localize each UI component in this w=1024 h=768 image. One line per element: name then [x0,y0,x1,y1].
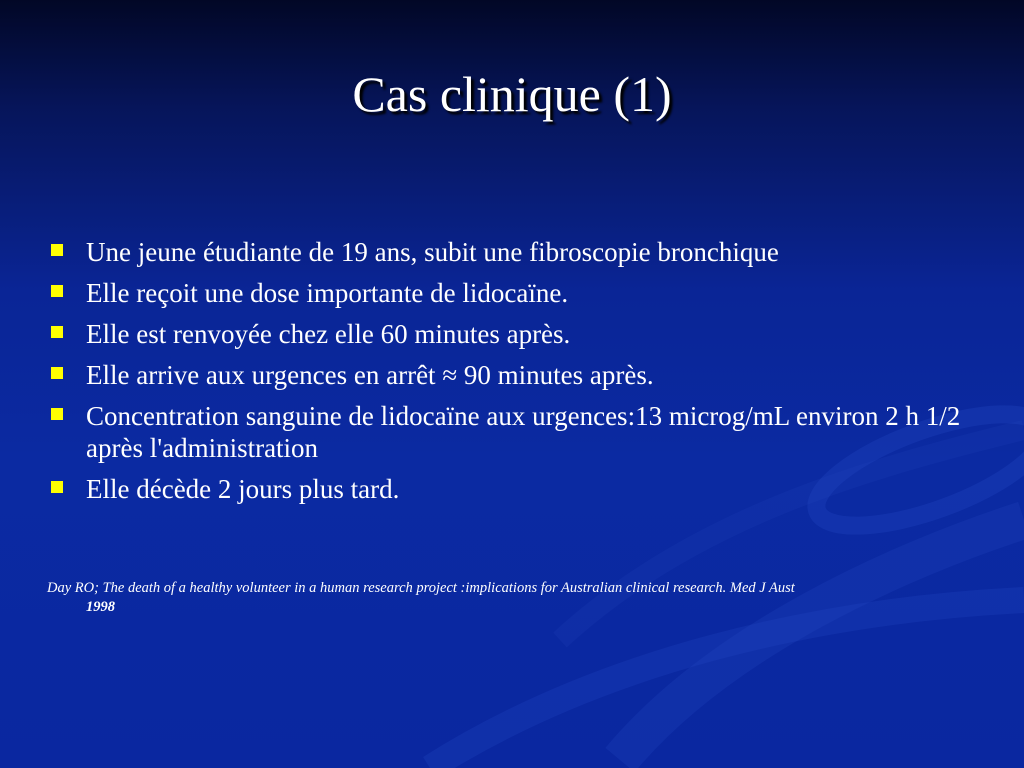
yellow-square-icon [51,408,63,420]
yellow-square-icon [51,285,63,297]
bullet-text: Elle reçoit une dose importante de lidocaïne. [86,278,569,308]
bullet-text: Elle arrive aux urgences en arrêt ≈ 90 minutes après. [86,360,654,390]
bullet-text: Elle décède 2 jours plus tard. [86,474,400,504]
bullet-text: Une jeune étudiante de 19 ans, subit une fibroscopie bronchique [86,237,779,267]
reference-text: Day RO; The death of a healthy volunteer in a human research project :implications for Australian clinical research. Med J Aust [47,580,795,596]
bullet-item [48,359,978,391]
bullet-text: Concentration sanguine de lidocaïne aux urgences:13 microg/mL environ 2 h 1/2 après l'administration [86,401,961,463]
yellow-square-icon [51,481,63,493]
reference-citation [47,579,947,617]
yellow-square-icon [51,367,63,379]
yellow-square-icon [51,244,63,256]
bullet-item [48,318,978,350]
bullet-item [48,277,978,309]
slide-title: Cas clinique (1) [352,66,672,122]
bullet-item [48,473,978,505]
reference-year: 1998 [86,599,115,615]
yellow-square-icon [51,326,63,338]
bullet-item [48,236,978,268]
bullet-text: Elle est renvoyée chez elle 60 minutes après. [86,319,571,349]
bullet-list [48,236,978,514]
bullet-item [48,400,978,464]
